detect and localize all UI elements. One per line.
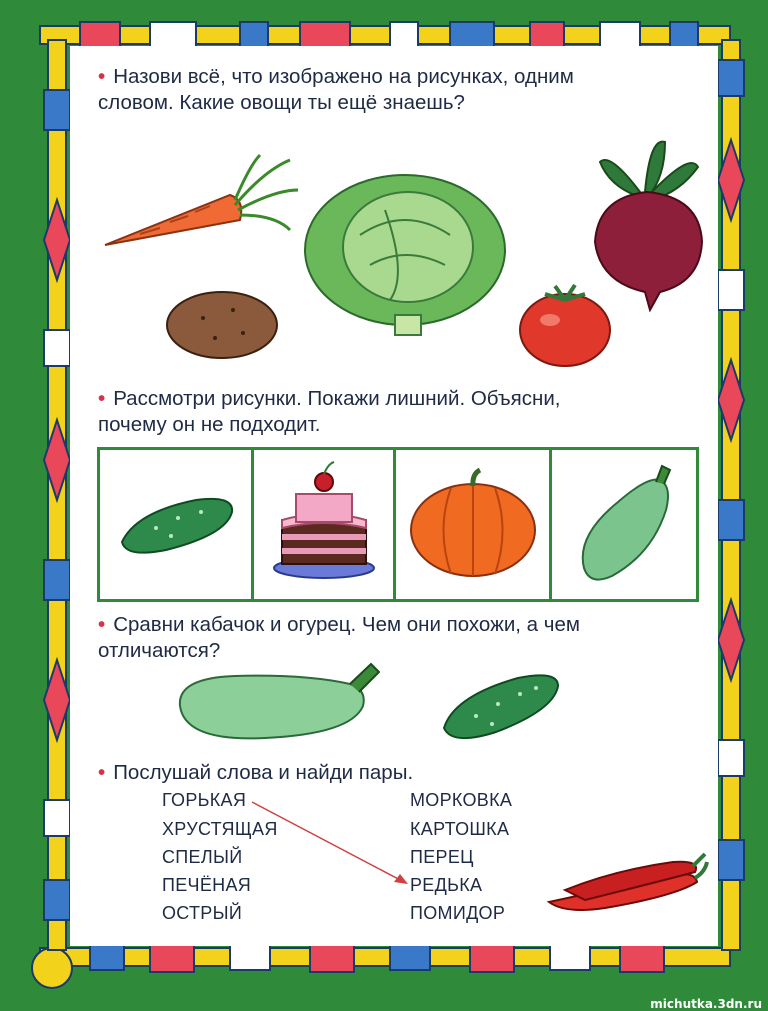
- task-1-line-1: Назови всё, что изображено на рисунках, одним: [113, 65, 574, 88]
- noun-word: КАРТОШКА: [410, 819, 510, 839]
- noun-word: ПЕРЕЦ: [410, 847, 474, 867]
- potato-icon: [163, 288, 281, 362]
- compare-cell-1[interactable]: [100, 450, 254, 599]
- bullet-icon: •: [98, 761, 106, 784]
- task-1-line-2: словом. Какие овощи ты ещё знаешь?: [98, 91, 465, 114]
- adjective-word: СПЕЛЫЙ: [162, 847, 243, 867]
- noun-word: РЕДЬКА: [410, 875, 483, 895]
- noun-word: МОРКОВКА: [410, 790, 513, 810]
- compare-cell-3[interactable]: [396, 450, 552, 599]
- task-3-line-1: Сравни кабачок и огурец. Чем они похожи, а чем: [113, 613, 580, 636]
- tomato-icon: [515, 280, 615, 368]
- cucumber-icon: [116, 490, 238, 560]
- task-1-text: [98, 64, 574, 116]
- adjective-word: ХРУСТЯЩАЯ: [162, 819, 278, 839]
- adjective-word: ОСТРЫЙ: [162, 903, 243, 923]
- chili-pepper-icon: [545, 850, 711, 914]
- zucchini-icon: [576, 462, 676, 586]
- carrot-icon: [100, 150, 300, 260]
- watermark-text: michutka.3dn.ru: [650, 997, 762, 1011]
- cabbage-icon: [300, 165, 510, 340]
- odd-one-out-row: [97, 447, 699, 602]
- task-2-line-1: Рассмотри рисунки. Покажи лишний. Объясни,: [113, 387, 561, 410]
- task-2-line-2: почему он не подходит.: [98, 413, 321, 436]
- pumpkin-icon: [406, 468, 540, 580]
- adjective-word: ГОРЬКАЯ: [162, 790, 247, 810]
- adjective-word: ПЕЧЁНАЯ: [162, 875, 252, 895]
- zucchini-icon: [175, 658, 380, 744]
- compare-cell-2[interactable]: [254, 450, 396, 599]
- task-4-line-1: Послушай слова и найди пары.: [113, 761, 414, 784]
- noun-word: ПОМИДОР: [410, 903, 506, 923]
- bullet-icon: •: [98, 613, 106, 636]
- match-arrow: [248, 796, 418, 892]
- task-4-text: [98, 760, 413, 786]
- cucumber-icon: [440, 666, 562, 744]
- cake-icon: [272, 460, 376, 580]
- compare-cell-4[interactable]: [552, 450, 696, 599]
- bullet-icon: •: [98, 387, 106, 410]
- task-2-text: [98, 386, 560, 438]
- bullet-icon: •: [98, 65, 106, 88]
- task-3-text: [98, 612, 580, 664]
- task-3-line-2: отличаются?: [98, 639, 221, 662]
